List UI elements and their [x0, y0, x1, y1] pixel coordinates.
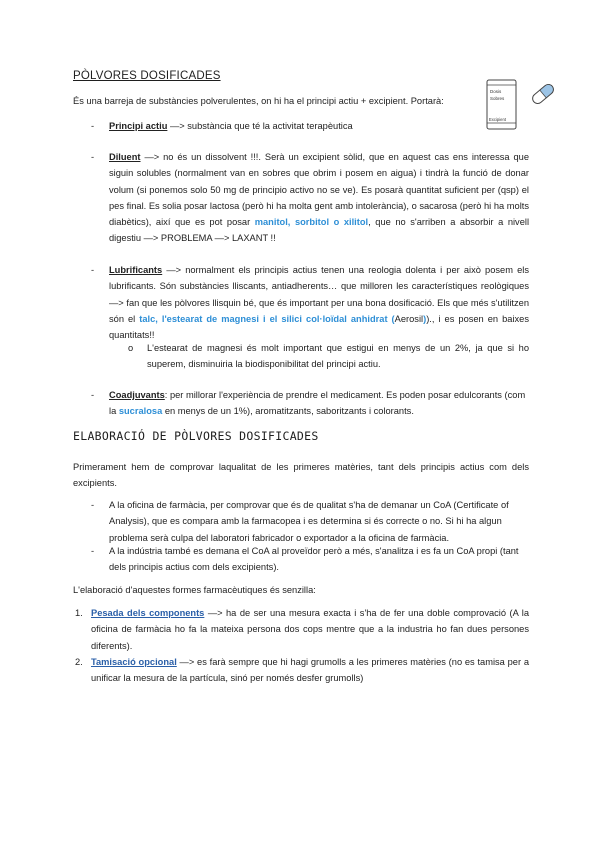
- step-number: 1.: [75, 608, 83, 618]
- capsule-sketch-icon: [528, 80, 558, 108]
- text-tamisacio: —> es farà sempre que hi hagi grumolls a les primeres matèries (no es tamisa per a unificar la mesura de la partícula, sinó per només desfer grumolls): [91, 657, 529, 684]
- section-title-polvores: PÒLVORES DOSIFICADES: [73, 70, 221, 82]
- term-coadjuvants: Coadjuvants: [109, 390, 165, 400]
- bullet-dash: -: [91, 500, 95, 510]
- text-aerosil: Aerosil: [394, 313, 424, 324]
- item-principi-actiu: [109, 118, 529, 134]
- text-pesada: —> ha de ser una mesura exacta i s'ha de fer una doble comprovació (A la oficina de farmàcia ho fa la mateixa persona dos cops mentre que a la industria ho fan dues persones diferents).: [91, 608, 529, 651]
- text-diluent-2: , que no s'arriben a absorbir a nivell digestiu —> PROBLEMA —> LAXANT !!: [109, 217, 530, 244]
- term-diluent: Diluent: [109, 152, 141, 162]
- bullet-dash: -: [91, 265, 95, 275]
- step-number: 2.: [75, 657, 83, 667]
- sub-bullet: o: [128, 343, 134, 353]
- section2-intro: Primerament hem de comprovar laqualitat de les primeres matèries, tant dels principis actius com dels excipients.: [73, 462, 529, 489]
- sachet-line-1: Dosis: [490, 89, 502, 94]
- term-lubrificants: Lubrificants: [109, 265, 163, 275]
- bullet-dash: -: [91, 546, 95, 556]
- highlight-lubrificants-close: ): [423, 313, 427, 324]
- highlight-lubrificants: talc, l'estearat de magnesi i el silici col·loïdal anhidrat (: [139, 313, 395, 324]
- bullet-dash: -: [91, 152, 95, 162]
- section2-lead: L'elaboració d'aquestes formes farmacèutiques és senzilla:: [73, 585, 316, 595]
- term-tamisacio: Tamisació opcional: [91, 657, 177, 667]
- text-coadjuvants-2: en menys de un 1%), aromatitzants, saboritzants i colorants.: [162, 406, 414, 417]
- text-lubrificants-1: —> normalment els principis actius tenen una reologia dolenta i per això posem els lubrificants. Són substàncies lliscants, antiadherents… que milloren les característiques reològiques —> fan que les pòlvores llisquin bé, que és important per una bona dosificació. Els que més s'utilitzen són el: [109, 265, 529, 324]
- text-diluent-1: —> no és un dissolvent !!!. Serà un excipient sòlid, que en aquest cas ens interessa que siguin solubles (normalment van en sobres que obrim i posem en aigua) i tindrà la funció de donar volum (si ponemos solo 50 mg de principio activo no se ve). Es posarà quantitat suficient per (qsp) el pes final. Es solia posar lactosa (però hi ha molta gent amb intolerància), o sacarosa (però hi ha molts diabètics), així que es pot posar: [109, 152, 529, 228]
- text-coadjuvants-1: : per millorar l'experiència de prendre el medicament. Es poden posar edulcorants (com la: [109, 390, 526, 417]
- item-lubrificants-sub: L'estearat de magnesi és molt important que estigui en menys de un 2%, ja que si ho superem, disminuiria la biodisponibilitat del principi actiu.: [147, 343, 529, 370]
- sachet-line-2: Sobres: [490, 96, 505, 101]
- term-pesada: Pesada dels components: [91, 608, 205, 618]
- highlight-diluent: manitol, sorbitol o xilitol: [254, 217, 369, 228]
- item-diluent: [109, 149, 529, 247]
- section1-intro: És una barreja de substàncies polverulentes, on hi ha el principi actiu + excipient. Portarà:: [73, 96, 444, 106]
- highlight-sucralosa: sucralosa: [118, 406, 163, 417]
- item-coadjuvants: [109, 387, 529, 420]
- step-pesada: [91, 605, 529, 654]
- section2-bullet-oficina: A la oficina de farmàcia, per comprovar que és de qualitat s'ha de demanar un CoA (Certificate of Analysis), que es compara amb la farmacopea i es determina si és correcte o no. Si hi ha algun problema serà culpa del laboratori fabricador o exportador a la oficina de farmàcia.: [109, 500, 509, 543]
- text-lubrificants-3: )., i es posen en baixes quantitats!!: [109, 313, 529, 341]
- section2-bullet-industria: A la indústria també es demana el CoA al proveïdor però a més, s'analitza i es fa un CoA propi (tant dels principis actius com dels excipients).: [109, 546, 519, 573]
- step-tamisacio: [91, 654, 529, 687]
- sachet-line-3: Excipient: [489, 117, 506, 122]
- section-title-elaboracio: ELABORACIÓ DE PÒLVORES DOSIFICADES: [73, 429, 319, 443]
- text-principi-actiu: —> substància que té la activitat terapèutica: [167, 121, 353, 131]
- bullet-dash: -: [91, 390, 95, 400]
- bullet-dash: -: [91, 121, 95, 131]
- item-lubrificants: [109, 262, 529, 343]
- term-principi-actiu: Principi actiu: [109, 121, 168, 131]
